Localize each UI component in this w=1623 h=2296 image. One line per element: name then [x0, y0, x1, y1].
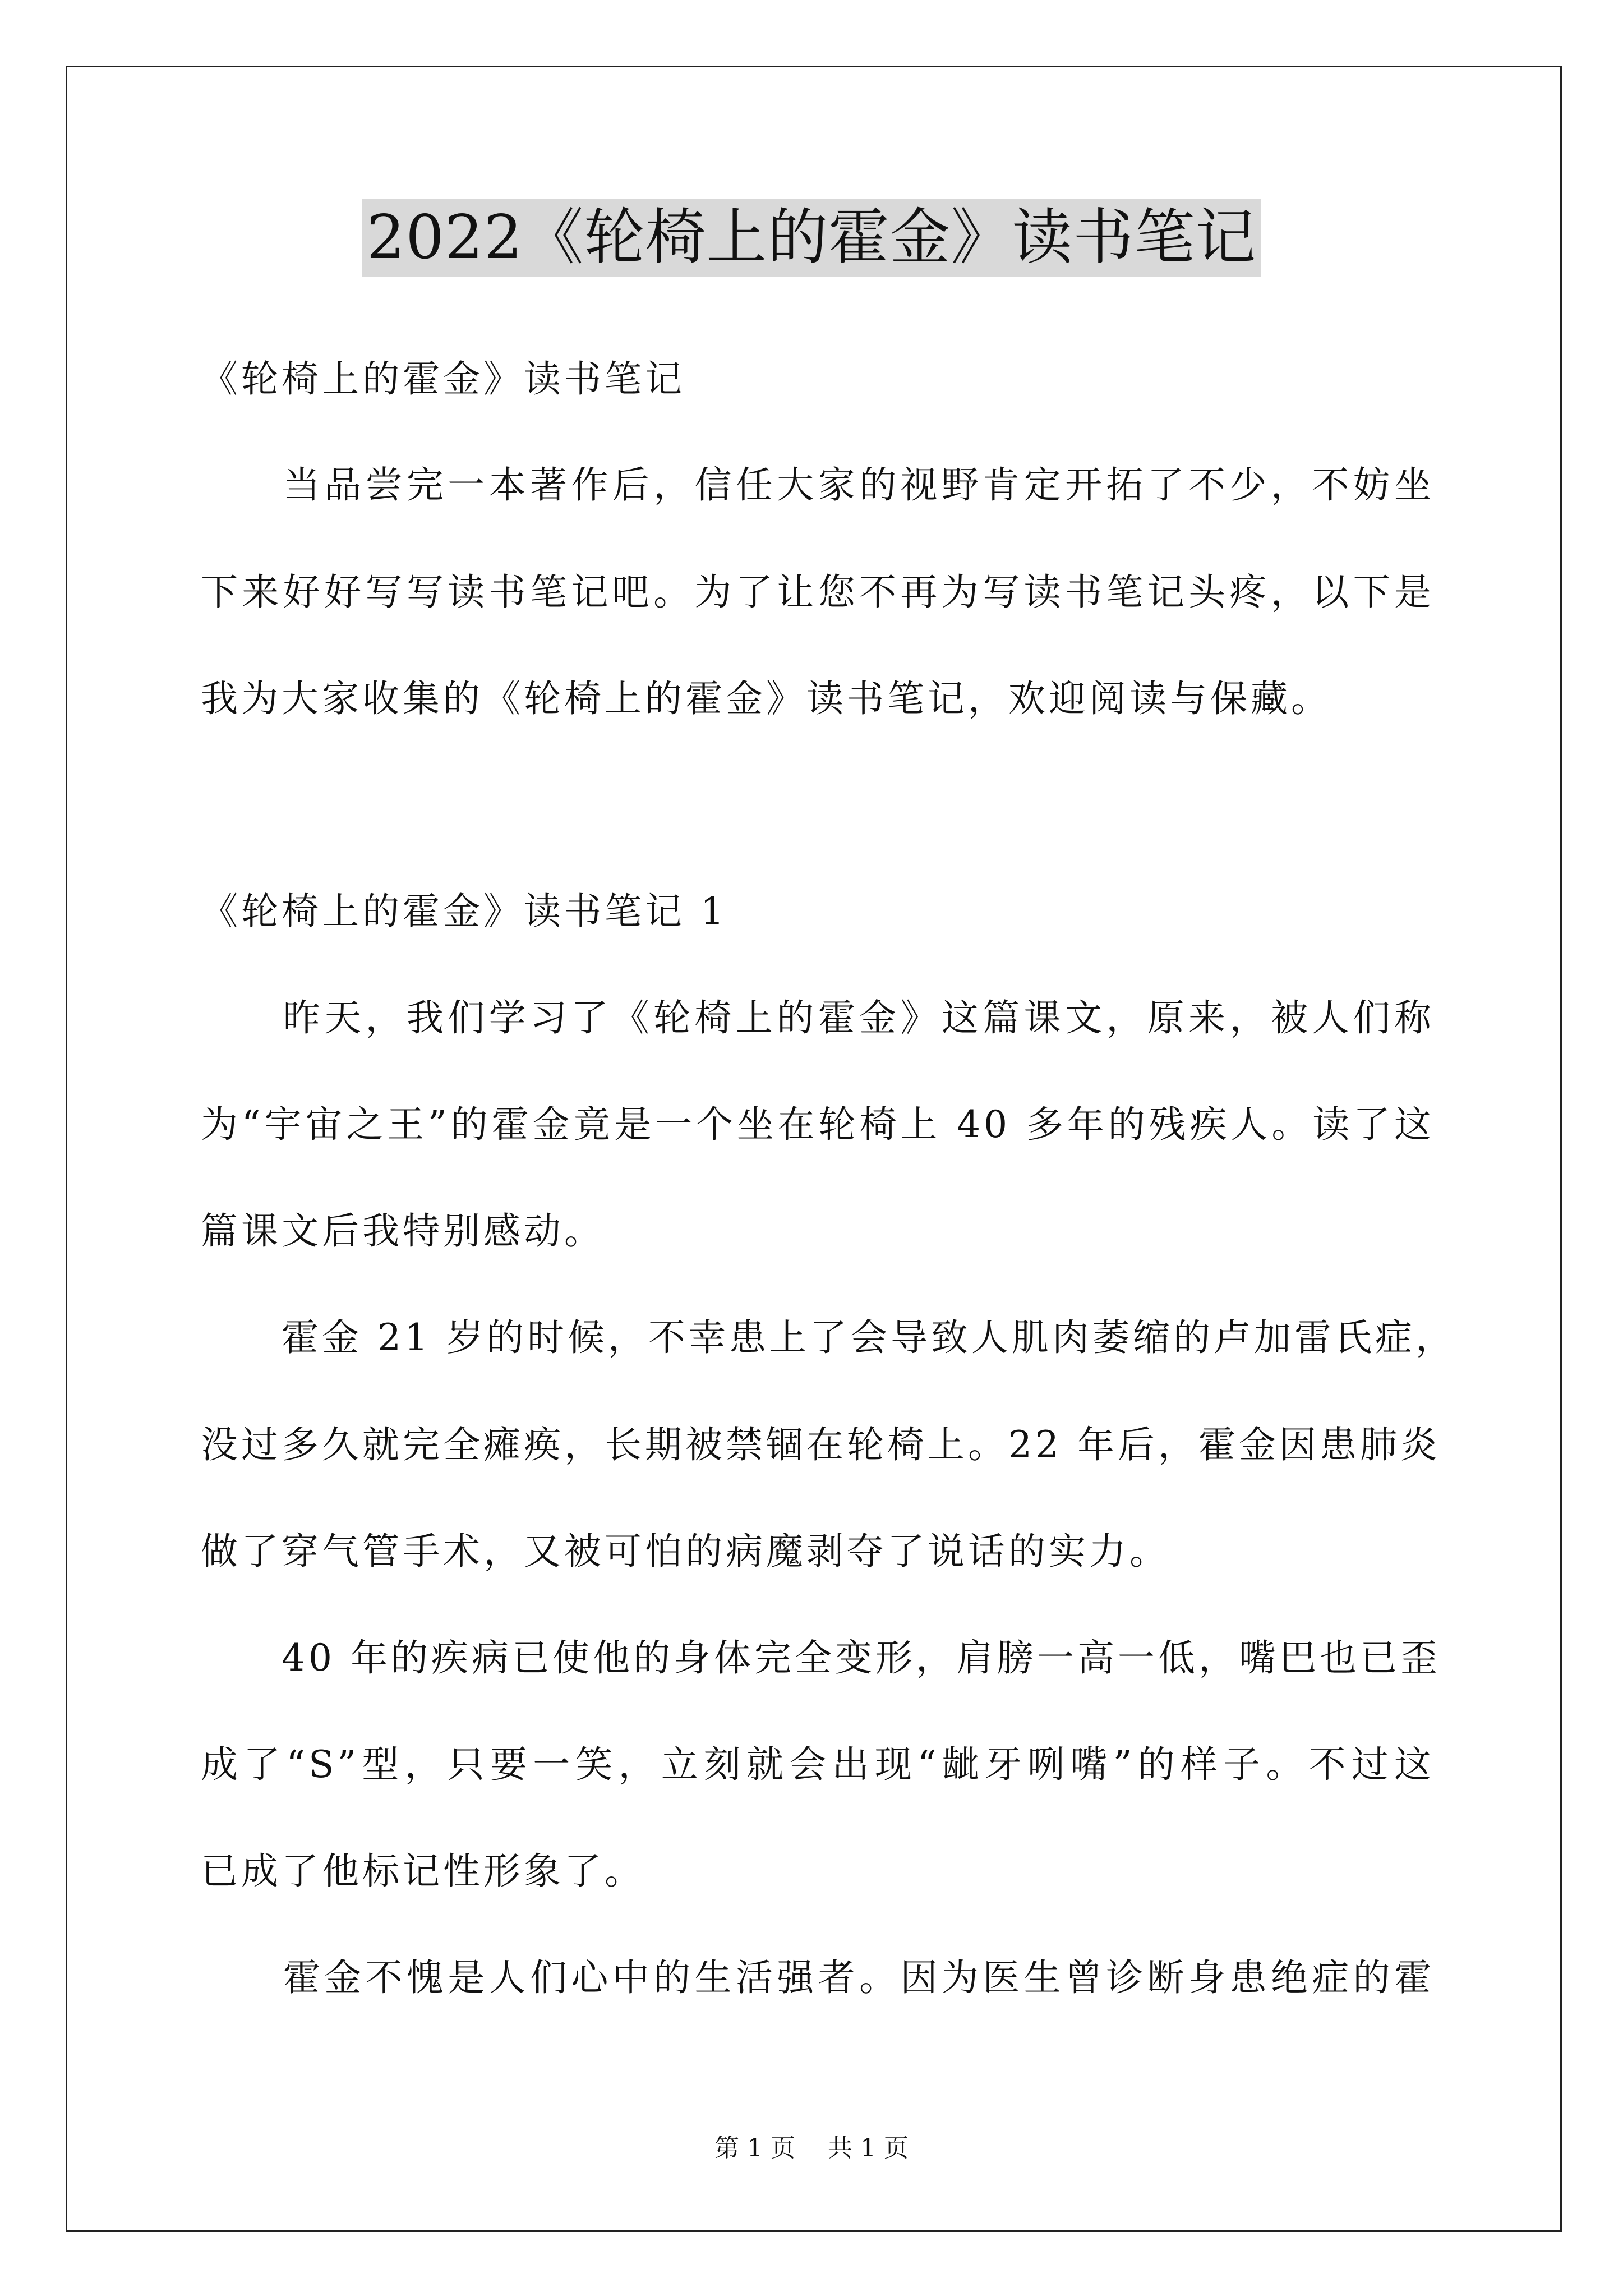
body-line: 霍金不愧是人们心中的生活强者。因为医生曾诊断身患绝症的霍 — [201, 1956, 1435, 1999]
body-line: 没过多久就完全瘫痪，长期被禁锢在轮椅上。22 年后，霍金因患肺炎 — [201, 1423, 1441, 1466]
body-line: 成了“S”型，只要一笑，立刻就会出现“龇牙咧嘴”的样子。不过这 — [201, 1743, 1435, 1786]
body-line: 已成了他标记性形象了。 — [201, 1849, 645, 1893]
section-heading: 《轮椅上的霍金》读书笔记 1 — [201, 890, 727, 933]
body-line: 为“宇宙之王”的霍金竟是一个坐在轮椅上 40 多年的残疾人。读了这 — [201, 1103, 1435, 1146]
document-title: 2022《轮椅上的霍金》读书笔记 — [362, 199, 1261, 277]
body-line: 做了穿气管手术，又被可怕的病魔剥夺了说话的实力。 — [201, 1530, 1170, 1573]
page-footer: 第 1 页 共 1 页 — [714, 2134, 909, 2162]
body-line: 昨天，我们学习了《轮椅上的霍金》这篇课文，原来，被人们称 — [201, 996, 1435, 1039]
title-container — [0, 199, 1623, 277]
body-line: 霍金 21 岁的时候，不幸患上了会导致人肌肉萎缩的卢加雷氏症， — [201, 1316, 1456, 1359]
body-line: 40 年的疾病已使他的身体完全变形，肩膀一高一低，嘴巴也已歪 — [201, 1636, 1441, 1680]
intro-line: 当品尝完一本著作后，信任大家的视野肯定开拓了不少，不妨坐 — [201, 463, 1435, 507]
intro-line: 下来好好写写读书笔记吧。为了让您不再为写读书笔记头疼，以下是 — [201, 570, 1435, 614]
body-line: 篇课文后我特别感动。 — [201, 1209, 605, 1253]
document-subtitle: 《轮椅上的霍金》读书笔记 — [201, 357, 685, 401]
intro-line: 我为大家收集的《轮椅上的霍金》读书笔记，欢迎阅读与保藏。 — [201, 677, 1331, 720]
